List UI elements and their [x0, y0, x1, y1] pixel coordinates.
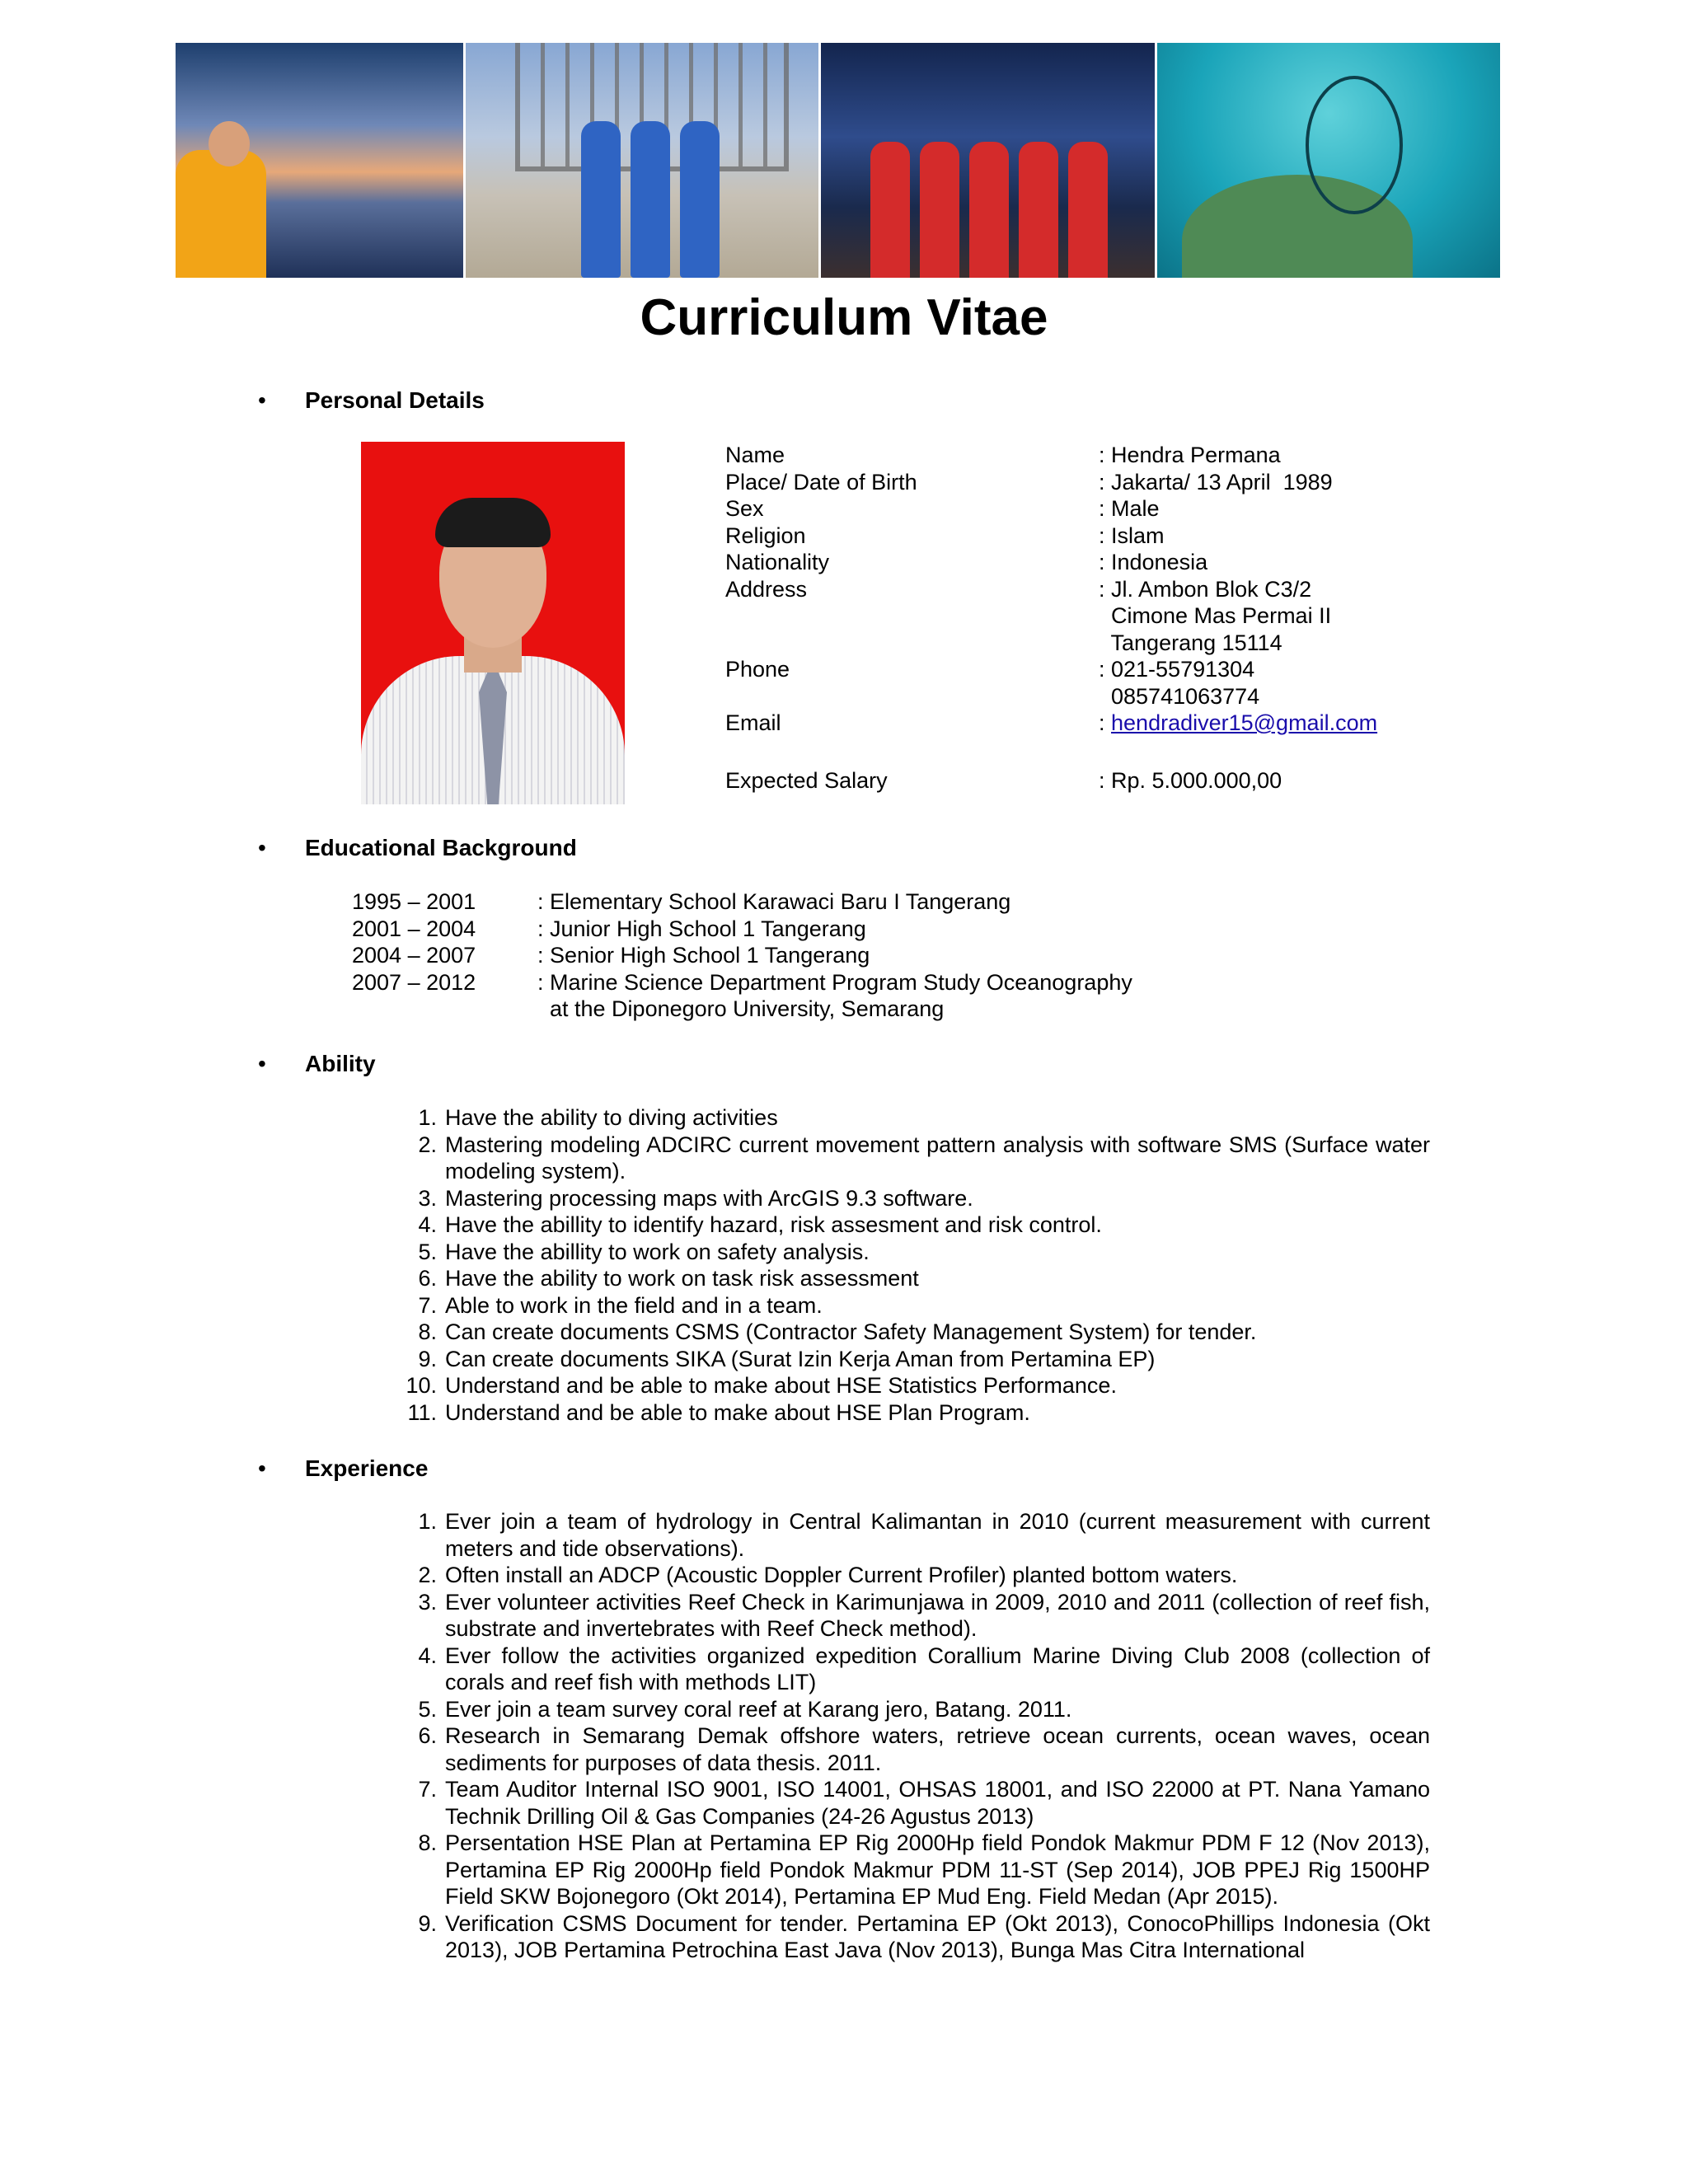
bullet-icon: • — [258, 1051, 266, 1076]
label-birth: Place/ Date of Birth — [725, 469, 917, 494]
value-religion: : Islam — [1099, 523, 1165, 548]
value-address-line3: Tangerang 15114 — [1099, 630, 1282, 655]
list-text: Ever join a team of hydrology in Central Kalimantan in 2010 (current measurement with current meters and tide observations). — [445, 1509, 1430, 1561]
education-years: 1995 – 2001 — [352, 889, 476, 914]
list-number: 2. — [418, 1132, 437, 1157]
list-text: Mastering modeling ADCIRC current movement pattern analysis with software SMS (Surface water modeling system). — [445, 1132, 1430, 1183]
education-desc: : Junior High School 1 Tangerang — [537, 916, 866, 941]
ability-list — [387, 1104, 1430, 1426]
label-salary: Expected Salary — [725, 768, 888, 793]
list-number: 6. — [418, 1266, 437, 1291]
label-phone: Phone — [725, 657, 790, 682]
list-item — [387, 1292, 1430, 1319]
education-desc: : Senior High School 1 Tangerang — [537, 943, 870, 968]
list-text: Ever join a team survey coral reef at Karang jero, Batang. 2011. — [445, 1696, 1072, 1722]
list-number: 1. — [418, 1105, 437, 1130]
value-nationality: : Indonesia — [1099, 550, 1208, 574]
list-item — [387, 1776, 1430, 1830]
email-link[interactable]: hendradiver15@gmail.com — [1111, 710, 1378, 735]
section-heading-ability: Ability — [305, 1051, 376, 1076]
list-number: 3. — [418, 1589, 437, 1615]
list-item — [387, 1239, 1430, 1266]
list-text: Team Auditor Internal ISO 9001, ISO 14001, OHSAS 18001, and ISO 22000 at PT. Nana Yamano Technik Drilling Oil & Gas Companies (24-26 Agustus 2013) — [445, 1777, 1430, 1829]
list-number: 2. — [418, 1563, 437, 1587]
education-years: 2004 – 2007 — [352, 943, 476, 968]
list-item — [387, 1212, 1430, 1239]
list-item — [387, 1910, 1430, 1964]
value-salary: : Rp. 5.000.000,00 — [1099, 768, 1282, 793]
list-text: Ever follow the activities organized expedition Corallium Marine Diving Club 2008 (collection of corals and reef fish with methods LIT) — [445, 1643, 1430, 1694]
bullet-icon: • — [258, 387, 266, 413]
list-item — [387, 1643, 1430, 1696]
list-item — [387, 1132, 1430, 1185]
list-text: Have the ability to work on task risk assessment — [445, 1266, 919, 1291]
list-number: 3. — [418, 1185, 437, 1211]
education-desc: : Marine Science Department Program Study Oceanography — [537, 969, 1132, 995]
list-text: Understand and be able to make about HSE Statistics Performance. — [445, 1373, 1117, 1398]
list-item — [387, 1399, 1430, 1427]
email-prefix: : — [1099, 710, 1112, 735]
list-text: Have the ability to diving activities — [445, 1105, 778, 1130]
banner-photo-night-crew — [821, 43, 1155, 278]
list-item — [387, 1589, 1430, 1643]
value-email — [1099, 710, 1377, 737]
list-item — [387, 1104, 1430, 1132]
list-text: Have the abillity to work on safety analysis. — [445, 1239, 870, 1264]
section-heading-personal: Personal Details — [305, 387, 485, 413]
banner-photo-diver — [1157, 43, 1500, 278]
list-text: Able to work in the field and in a team. — [445, 1292, 823, 1318]
list-number: 9. — [418, 1346, 437, 1371]
list-text: Verification CSMS Document for tender. Pertamina EP (Okt 2013), ConocoPhillips Indonesia (Okt 2013), JOB Pertamina Petrochina East Java (Nov 2013), Bunga Mas Citra International — [445, 1910, 1430, 1962]
list-number: 7. — [418, 1777, 437, 1802]
experience-list — [387, 1508, 1430, 1964]
label-nationality: Nationality — [725, 550, 830, 574]
bullet-icon: • — [258, 835, 266, 860]
list-text: Ever volunteer activities Reef Check in Karimunjawa in 2009, 2010 and 2011 (collection of reef fish, substrate and invertebrates with Reef Check method). — [445, 1589, 1430, 1641]
list-number: 8. — [418, 1830, 437, 1855]
label-sex: Sex — [725, 496, 764, 521]
list-number: 4. — [418, 1643, 437, 1668]
education-desc: : Elementary School Karawaci Baru I Tangerang — [537, 889, 1011, 914]
list-text: Persentation HSE Plan at Pertamina EP Rig 2000Hp field Pondok Makmur PDM F 12 (Nov 2013), Pertamina EP Rig 2000Hp field Pondok Makmur PDM 11-ST (Sep 2014), JOB PPEJ Rig 1500HP Field SKW Bojonegoro (Okt 2014), Pertamina EP Mud Eng. Field Medan (Apr 2015). — [445, 1830, 1430, 1909]
list-item — [387, 1722, 1430, 1776]
value-birth: : Jakarta/ 13 April 1989 — [1099, 469, 1333, 494]
header-photo-banner — [176, 43, 1500, 278]
list-item — [387, 1696, 1430, 1723]
list-item — [387, 1265, 1430, 1292]
list-item — [387, 1185, 1430, 1212]
bullet-icon: • — [258, 1455, 266, 1481]
value-address-line1: : Jl. Ambon Blok C3/2 — [1099, 576, 1312, 602]
value-phone-line2: 085741063774 — [1099, 683, 1260, 709]
list-number: 4. — [418, 1212, 437, 1237]
banner-photo-drilling-rig — [466, 43, 818, 278]
profile-photo — [361, 442, 625, 804]
list-number: 6. — [418, 1723, 437, 1748]
list-item — [387, 1830, 1430, 1910]
education-years: 2007 – 2012 — [352, 969, 476, 995]
list-item — [387, 1346, 1430, 1373]
section-heading-education: Educational Background — [305, 835, 577, 860]
education-years: 2001 – 2004 — [352, 916, 476, 941]
list-number: 5. — [418, 1239, 437, 1264]
list-text: Research in Semarang Demak offshore waters, retrieve ocean currents, ocean waves, ocean sediments for purposes of data thesis. 2011. — [445, 1723, 1430, 1775]
list-number: 8. — [418, 1319, 437, 1344]
list-item — [387, 1319, 1430, 1346]
value-phone-line1: : 021-55791304 — [1099, 657, 1255, 682]
page-title: Curriculum Vitae — [640, 289, 1048, 346]
list-text: Have the abillity to identify hazard, risk assesment and risk control. — [445, 1212, 1102, 1237]
list-text: Understand and be able to make about HSE Plan Program. — [445, 1399, 1030, 1425]
list-item — [387, 1372, 1430, 1399]
label-address: Address — [725, 576, 808, 602]
value-sex: : Male — [1099, 496, 1160, 521]
list-text: Can create documents SIKA (Surat Izin Kerja Aman from Pertamina EP) — [445, 1346, 1156, 1371]
label-religion: Religion — [725, 523, 806, 548]
list-text: Often install an ADCP (Acoustic Doppler Current Profiler) planted bottom waters. — [445, 1563, 1238, 1587]
section-heading-experience: Experience — [305, 1455, 429, 1481]
list-number: 5. — [418, 1696, 437, 1722]
label-name: Name — [725, 443, 785, 467]
list-text: Can create documents CSMS (Contractor Safety Management System) for tender. — [445, 1319, 1257, 1344]
list-item — [387, 1508, 1430, 1562]
education-desc-continued: at the Diponegoro University, Semarang — [537, 996, 945, 1021]
banner-photo-sunset — [176, 43, 463, 278]
value-address-line2: Cimone Mas Permai II — [1099, 603, 1332, 628]
list-number: 9. — [418, 1910, 437, 1936]
list-number: 7. — [418, 1292, 437, 1318]
list-number: 1. — [418, 1509, 437, 1534]
label-email: Email — [725, 710, 781, 735]
list-text: Mastering processing maps with ArcGIS 9.3 software. — [445, 1185, 973, 1211]
list-item — [387, 1562, 1430, 1589]
list-number: 11. — [407, 1399, 437, 1425]
list-number: 10. — [406, 1373, 437, 1398]
value-name: : Hendra Permana — [1099, 443, 1281, 467]
